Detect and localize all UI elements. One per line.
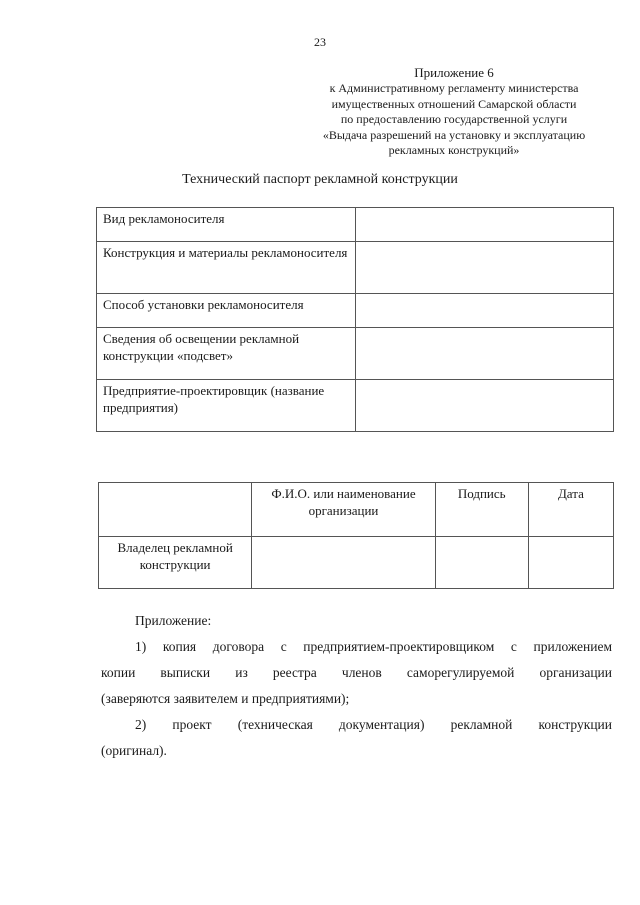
- column-header: [99, 483, 252, 537]
- signature-cell: [435, 537, 528, 589]
- passport-table: [96, 207, 614, 432]
- row-label: Вид рекламоносителя: [97, 208, 356, 242]
- table-row: [97, 294, 614, 328]
- row-label: Конструкция и материалы рекламоносителя: [97, 242, 356, 294]
- name-cell: [252, 537, 435, 589]
- row-label: Предприятие-проектировщик (название предприятия): [97, 380, 356, 432]
- table-row: [97, 380, 614, 432]
- column-header: Ф.И.О. или наименование организации: [252, 483, 435, 537]
- appendix-line: «Выдача разрешений на установку и эксплуатацию: [322, 127, 586, 142]
- row-label: Способ установки рекламоносителя: [97, 294, 356, 328]
- attachments-heading: Приложение:: [135, 613, 212, 628]
- appendix-line: рекламных конструкций»: [388, 143, 520, 157]
- row-label: Сведения об освещении рекламной конструкции «подсвет»: [97, 328, 356, 380]
- appendix-line: по предоставлению государственной услуги: [340, 112, 568, 126]
- attachment-item-1-end: (заверяются заявителем и предприятиями);: [101, 691, 350, 706]
- table-row: [97, 328, 614, 380]
- attachments-section: [101, 608, 612, 764]
- document-title: Технический паспорт рекламной конструкции: [182, 172, 458, 187]
- attachment-item-2: 2) проект (техническая документация) рекламной конструкции: [135, 717, 612, 732]
- attachment-item-1: 1) копия договора с предприятием-проектировщиком с приложением: [135, 639, 612, 654]
- row-value: [356, 380, 614, 432]
- appendix-header: [296, 64, 612, 159]
- row-value: [356, 208, 614, 242]
- appendix-line: к Административному регламенту министерства: [329, 81, 579, 95]
- row-value: [356, 294, 614, 328]
- row-value: [356, 242, 614, 294]
- column-header: Подпись: [435, 483, 528, 537]
- column-header: Дата: [528, 483, 613, 537]
- table-header-row: [99, 483, 614, 537]
- row-label: Владелец рекламной конструкции: [99, 537, 252, 589]
- table-row: [97, 242, 614, 294]
- attachment-item-1-cont: копии выписки из реестра членов саморегулируемой организации: [101, 665, 612, 680]
- table-row: [99, 537, 614, 589]
- row-value: [356, 328, 614, 380]
- date-cell: [528, 537, 613, 589]
- appendix-line: имущественных отношений Самарской области: [331, 96, 577, 111]
- appendix-title: Приложение 6: [414, 65, 494, 80]
- attachment-item-2-end: (оригинал).: [101, 743, 167, 758]
- page-number: 23: [314, 35, 326, 49]
- owner-table: [98, 482, 614, 589]
- table-row: [97, 208, 614, 242]
